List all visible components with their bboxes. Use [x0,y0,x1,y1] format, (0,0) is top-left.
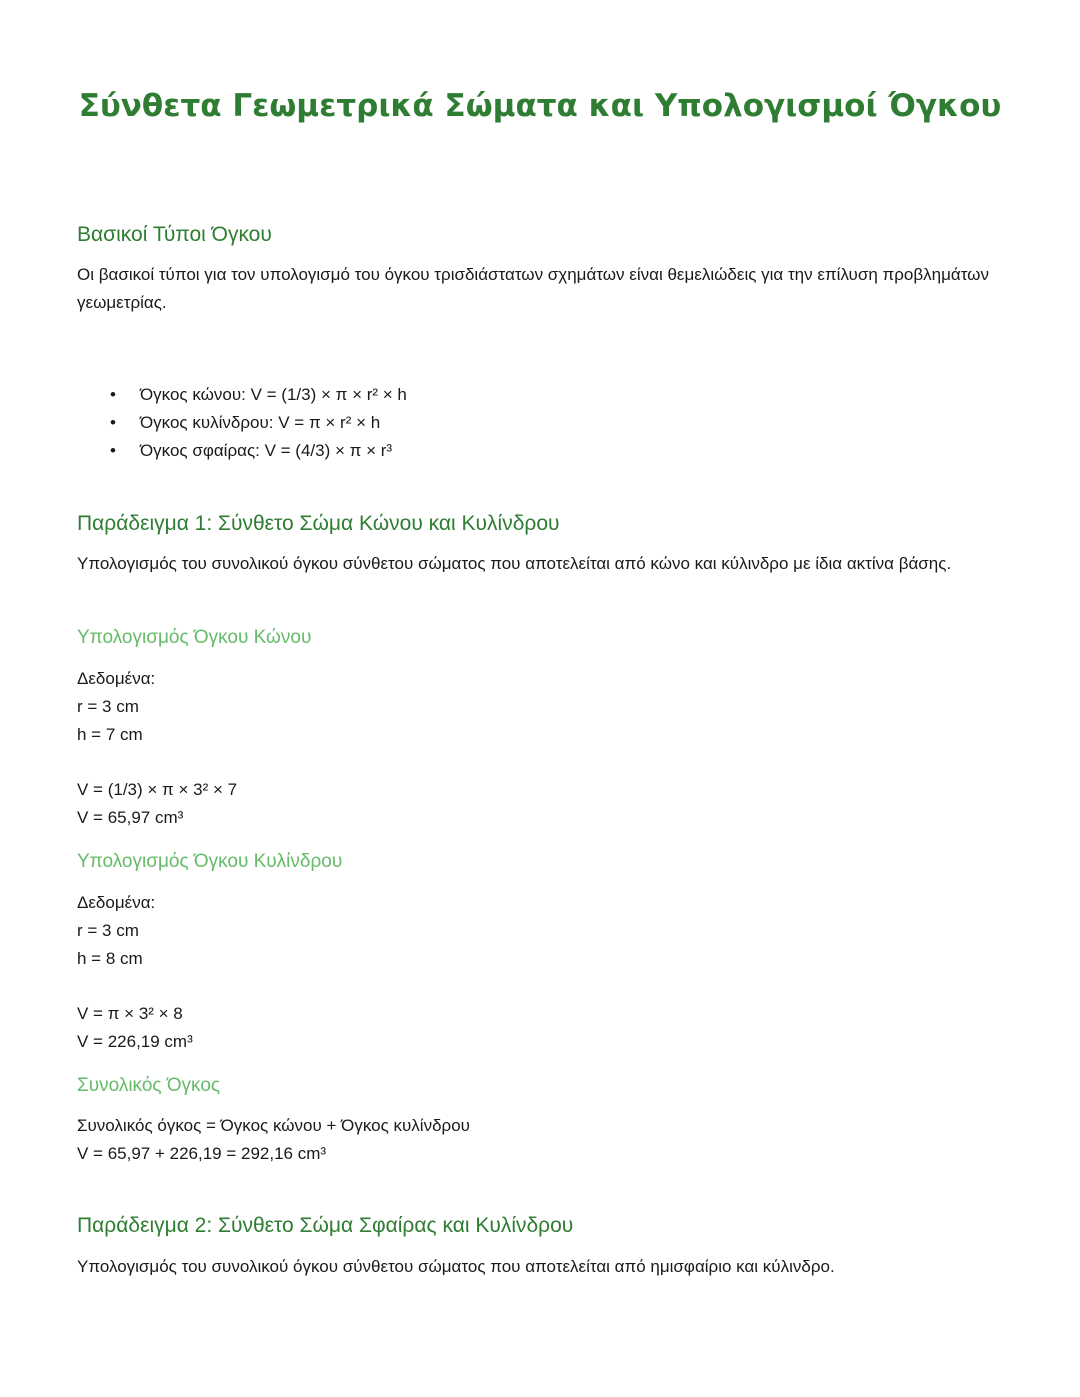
subsection-heading: Υπολογισμός Όγκου Κώνου [77,627,312,648]
section-heading: Βασικοί Τύποι Όγκου [77,223,272,246]
subsection-heading: Υπολογισμός Όγκου Κυλίνδρου [77,851,343,872]
list-item: • Όγκος σφαίρας: V = (4/3) × π × r³ [110,437,407,465]
calculation-line: V = (1/3) × π × 3² × 7 [77,780,238,799]
calculation-result: V = 226,19 cm³ [77,1032,193,1051]
section-paragraph: Υπολογισμός του συνολικού όγκου σύνθετου σώματος που αποτελείται από κώνο και κύλινδρο με ίδια ακτίνα βάσης. [77,554,952,573]
subsection-heading: Συνολικός Όγκος [77,1075,221,1096]
section-heading: Παράδειγμα 2: Σύνθετο Σώμα Σφαίρας και Κυλίνδρου [77,1214,574,1237]
given-value: h = 8 cm [77,949,143,968]
calculation-result: V = 65,97 + 226,19 = 292,16 cm³ [77,1144,327,1163]
list-item: • Όγκος κυλίνδρου: V = π × r² × h [110,409,407,437]
section-heading: Παράδειγμα 1: Σύνθετο Σώμα Κώνου και Κυλίνδρου [77,512,560,535]
section-paragraph: Οι βασικοί τύποι για τον υπολογισμό του όγκου τρισδιάστατων σχημάτων είναι θεμελιώδεις για την επίλυση προβλημάτων γεωμετρίας. [77,265,989,312]
cylinder-volume-block [77,849,997,1056]
list-item: • Όγκος κώνου: V = (1/3) × π × r² × h [110,381,407,409]
page-title: Σύνθετα Γεωμετρικά Σώματα και Υπολογισμοί Όγκου [78,88,1002,124]
section-paragraph: Υπολογισμός του συνολικού όγκου σύνθετου σώματος που αποτελείται από ημισφαίριο και κύλινδρο. [77,1257,835,1276]
total-volume-block [77,1073,997,1168]
section-example-2 [77,1212,997,1281]
calculation-line: V = π × 3² × 8 [77,1004,183,1023]
given-value: r = 3 cm [77,697,139,716]
section-basic [77,221,997,317]
given-label: Δεδομένα: [77,893,156,912]
cone-volume-block [77,625,997,832]
given-value: r = 3 cm [77,921,139,940]
given-value: h = 7 cm [77,725,143,744]
given-label: Δεδομένα: [77,669,156,688]
calculation-result: V = 65,97 cm³ [77,808,184,827]
calculation-line: Συνολικός όγκος = Όγκος κώνου + Όγκος κυλίνδρου [77,1116,470,1135]
section-example-1 [77,510,997,578]
formula-list [110,381,407,465]
